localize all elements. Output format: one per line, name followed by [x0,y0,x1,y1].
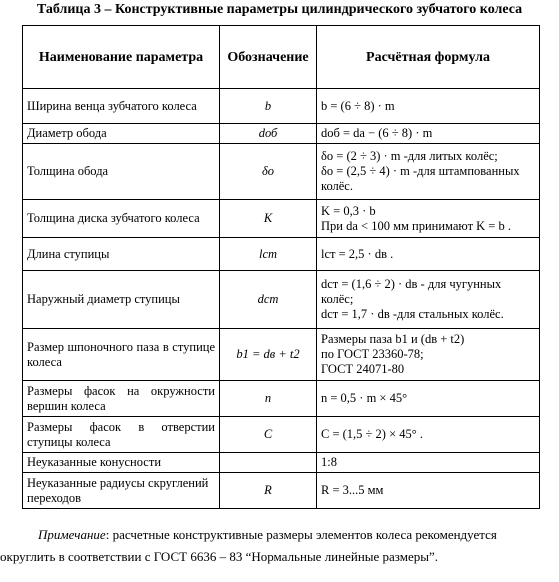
parameter-symbol: dоб [220,124,317,144]
parameter-formula [317,238,540,271]
parameter-symbol: C [220,417,317,453]
header-symbol: Обозначение [220,26,317,89]
parameter-formula [317,144,540,200]
table-row [23,200,540,238]
parameter-symbol: δо [220,144,317,200]
table-row [23,453,540,473]
parameter-symbol: lст [220,238,317,271]
table-row [23,381,540,417]
formula-line: δо = (2 ÷ 3) · m -для литых колёс; [321,149,498,163]
formula-line: K = 0,3 · b [321,203,376,218]
table-note [0,524,559,568]
parameter-name: Диаметр обода [23,124,220,144]
parameters-table [22,25,540,509]
parameter-symbol: R [220,473,317,509]
formula-line: dст = (1,6 ÷ 2) · dв - для чугунных колёс; [321,277,502,306]
formula-line: lст = 2,5 · dв . [321,246,394,261]
parameter-name: Размеры фасок на окружности вершин колеса [23,381,220,417]
formula-line: n = 0,5 · m × 45° [321,391,408,405]
table-row [23,124,540,144]
formula-line: R = 3...5 мм [321,483,384,497]
parameter-formula [317,381,540,417]
parameter-symbol: b1 = dв + t2 [220,329,317,381]
parameter-symbol: b [220,89,317,124]
table-row [23,417,540,453]
table-row [23,89,540,124]
formula-line: Размеры паза b1 и (dв + t2) [321,332,465,346]
table-header-row [23,26,540,89]
parameter-name: Неуказанные конусности [23,453,220,473]
header-parameter-name: Наименование параметра [23,26,220,89]
parameter-name: Толщина диска зубчатого колеса [23,200,220,238]
formula-line: δо = (2,5 ÷ 4) · m -для штампованных колёс. [321,164,520,193]
parameter-symbol [220,453,317,473]
parameter-symbol: dст [220,271,317,329]
parameter-symbol: n [220,381,317,417]
note-first-line [0,524,559,546]
formula-line: dст = 1,7 · dв -для стальных колёс. [321,307,504,321]
parameter-formula [317,124,540,144]
table-row [23,144,540,200]
formula-line: dоб = dа − (6 ÷ 8) · m [321,126,433,140]
formula-line: При dа < 100 мм принимают K = b . [321,218,511,233]
parameter-name: Ширина венца зубчатого колеса [23,89,220,124]
parameter-symbol: K [220,200,317,238]
parameter-name: Наружный диаметр ступицы [23,271,220,329]
table-row [23,271,540,329]
note-second-line: округлить в соответствии с ГОСТ 6636 – 83 “Нормальные линейные размеры”. [0,549,439,564]
parameter-name: Размеры фасок в отверстии ступицы колеса [23,417,220,453]
parameter-formula [317,473,540,509]
formula-line: b = (6 ÷ 8) · m [321,98,395,113]
formula-line: ГОСТ 24071-80 [321,362,405,376]
header-formula: Расчётная формула [317,26,540,89]
formula-line: 1:8 [321,455,337,469]
table-row [23,473,540,509]
table-row [23,329,540,381]
parameter-formula [317,89,540,124]
formula-line: по ГОСТ 23360-78; [321,347,424,361]
table-title: Таблица 3 – Конструктивные параметры цилиндрического зубчатого колеса [36,2,523,17]
parameter-formula [317,271,540,329]
parameter-name: Длина ступицы [23,238,220,271]
parameter-formula [317,200,540,238]
parameter-name: Размер шпоночного паза в ступице колеса [23,329,220,381]
parameter-formula [317,453,540,473]
formula-line: C = (1,5 ÷ 2) × 45° . [321,427,423,441]
parameter-name: Неуказанные радиусы скруглений переходов [23,473,220,509]
parameter-formula [317,417,540,453]
note-label: Примечание [38,527,106,542]
note-text: : расчетные конструктивные размеры элементов колеса рекомендуется [105,527,497,542]
parameter-formula [317,329,540,381]
table-row [23,238,540,271]
parameter-name: Толщина обода [23,144,220,200]
